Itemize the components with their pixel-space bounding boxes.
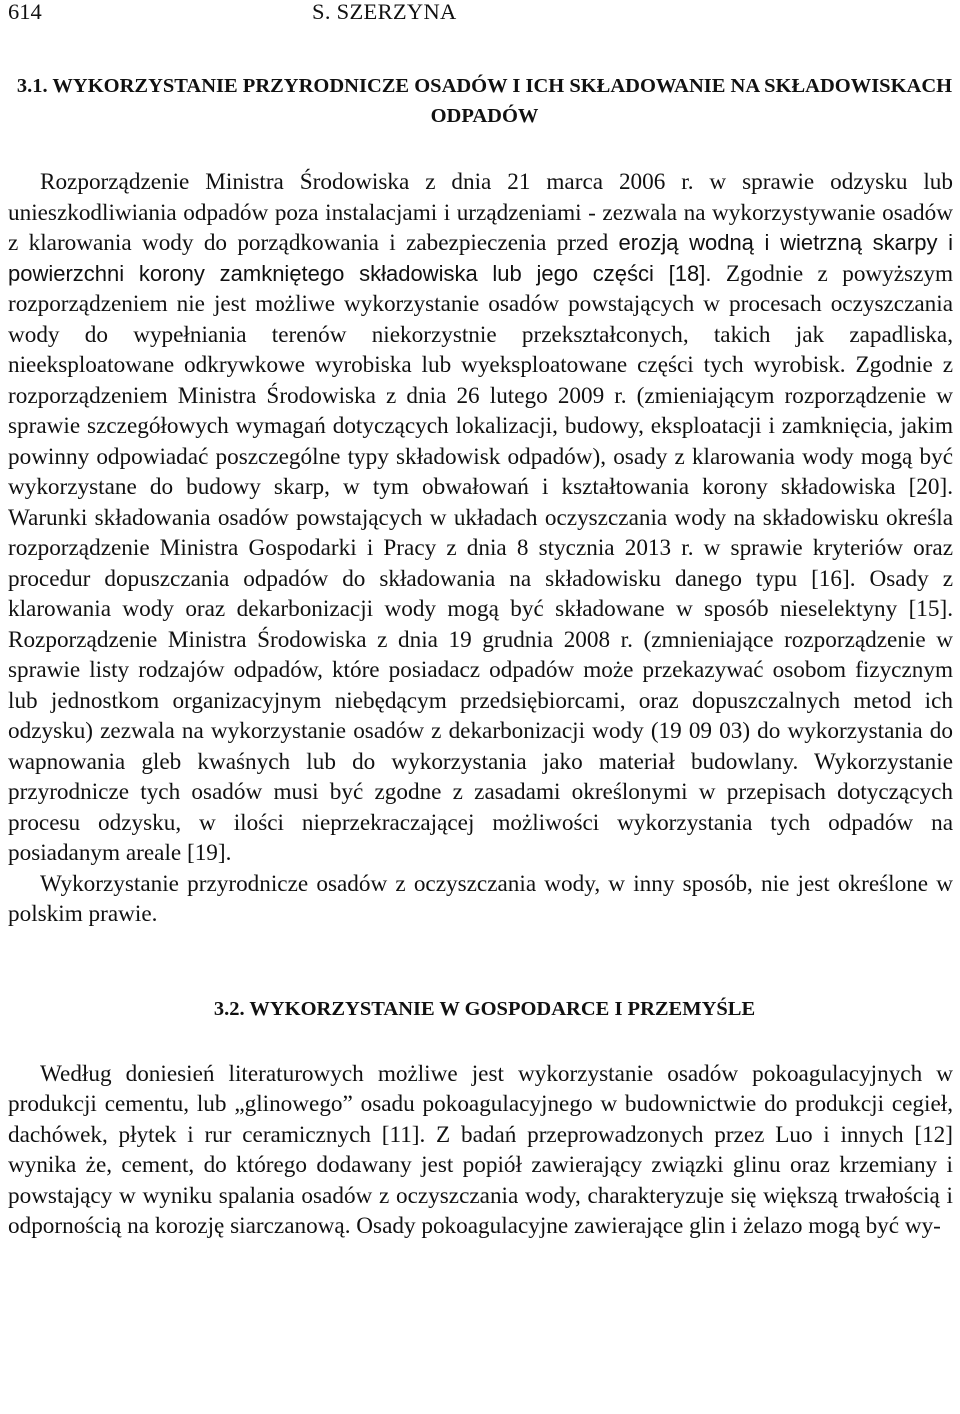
section-heading-3-2 — [8, 994, 953, 1024]
paragraph-text-part-sans: erozją wodną i wietrzną skarpy i powierzchni korony zamkniętego składowiska lub jego części [18]. — [8, 230, 953, 286]
section-heading-text: 3.2. WYKORZYSTANIE W GOSPODARCE I PRZEMYŚLE — [213, 997, 756, 1020]
running-title: S. SZERZYNA — [312, 0, 457, 24]
paragraph-legislation — [8, 167, 953, 869]
paragraph-text: Wykorzystanie przyrodnicze osadów z oczyszczania wody, w inny sposób, nie jest określone w polskim prawie. — [8, 870, 953, 927]
paragraph-text-part: Rozporządzenie Ministra Środowiska z dnia 21 marca 2006 r. w sprawie odzysku lub unieszkodliwiania odpadów poza instalacjami i urządzeniami - zezwala na wykorzystywanie osadów z klarowania wody do porządkowania i zabezpieczenia przed — [8, 169, 953, 256]
running-header — [8, 0, 953, 25]
paragraph-industry-use — [8, 1059, 953, 1242]
section-heading-text: 3.1. WYKORZYSTANIE PRZYRODNICZE OSADÓW I ICH SKŁADOWANIE NA SKŁADOWISKACH ODPADÓW — [16, 75, 953, 127]
paragraph-text-part: Zgodnie z powyższym rozporządzeniem nie jest możliwe wykorzystanie osadów powstających w procesach oczyszczania wody do wypełniania terenów niekorzystnie przekształconych, takich jak zapadliska, nieeksploatowane odkrywkowe wyrobiska lub wyeksploatowane części tych wyrobisk. Zgodnie z rozporządzeniem Ministra Środowiska z dnia 26 lutego 2009 r. (zmieniającym rozporządzenie w sprawie szczegółowych wymagań dotyczących lokalizacji, budowy, eksploatacji i zamknięcia, jakim powinny odpowiadać poszczególne typy składowisk odpadów), osady z klarowania wody mogą być wykorzystane do budowy skarp, w tym obwałowań i kształtowania korony składowiska [20]. Warunki składowania osadów powstających w układach oczyszczania wody na składowisku określa rozporządzenie Ministra Gospodarki i Pracy z dnia 8 stycznia 2013 r. w sprawie kryteriów oraz procedur dopuszczania odpadów do składowania na składowisku danego typu [16]. Osady z klarowania wody oraz dekarbonizacji wody mogą być składowane w sposób nieselektyny [15]. Rozporządzenie Ministra Środowiska z dnia 19 grudnia 2008 r. (zmnieniające rozporządzenie w sprawie listy rodzajów odpadów, które posiadacz odpadów może przekazywać osobom fizycznym lub jednostkom organizacyjnym niebędącym przedsiębiorcami, oraz dopuszczalnych metod ich odzysku) zezwala na wykorzystanie osadów z dekarbonizacji wody (19 09 03) do wykorzystania do wapnowania gleb kwaśnych lub do wykorzystania jako materiał budowlany. Wykorzystanie przyrodnicze tych osadów musi być zgodne z zasadami określonymi w przepisach dotyczących procesu odzysku, w ilości nieprzekraczającej możliwości wykorzystania tych odpadów na posiadanym areale [19]. — [8, 260, 954, 866]
section-heading-3-1 — [8, 71, 953, 131]
page-number: 614 — [8, 0, 42, 24]
paragraph-polish-law — [8, 869, 953, 930]
document-page — [8, 0, 953, 1242]
paragraph-text: Według doniesień literaturowych możliwe jest wykorzystanie osadów pokoagulacyjnych w produkcji cementu, lub „glinowego” osadu pokoagulacyjnego w budownictwie do produkcji cegieł, dachówek, płytek i rur ceramicznych [11]. Z badań przeprowadzonych przez Luo i innych [12] wynika że, cement, do którego dodawany jest popiół zawierający związki glinu oraz krzemiany i powstający w wyniku spalania osadów z oczyszczania wody, charakteryzuje się większą trwałością i odpornością na korozję siarczanową. Osady pokoagulacyjne zawierające glin i żelazo mogą być wy- — [8, 1060, 953, 1239]
